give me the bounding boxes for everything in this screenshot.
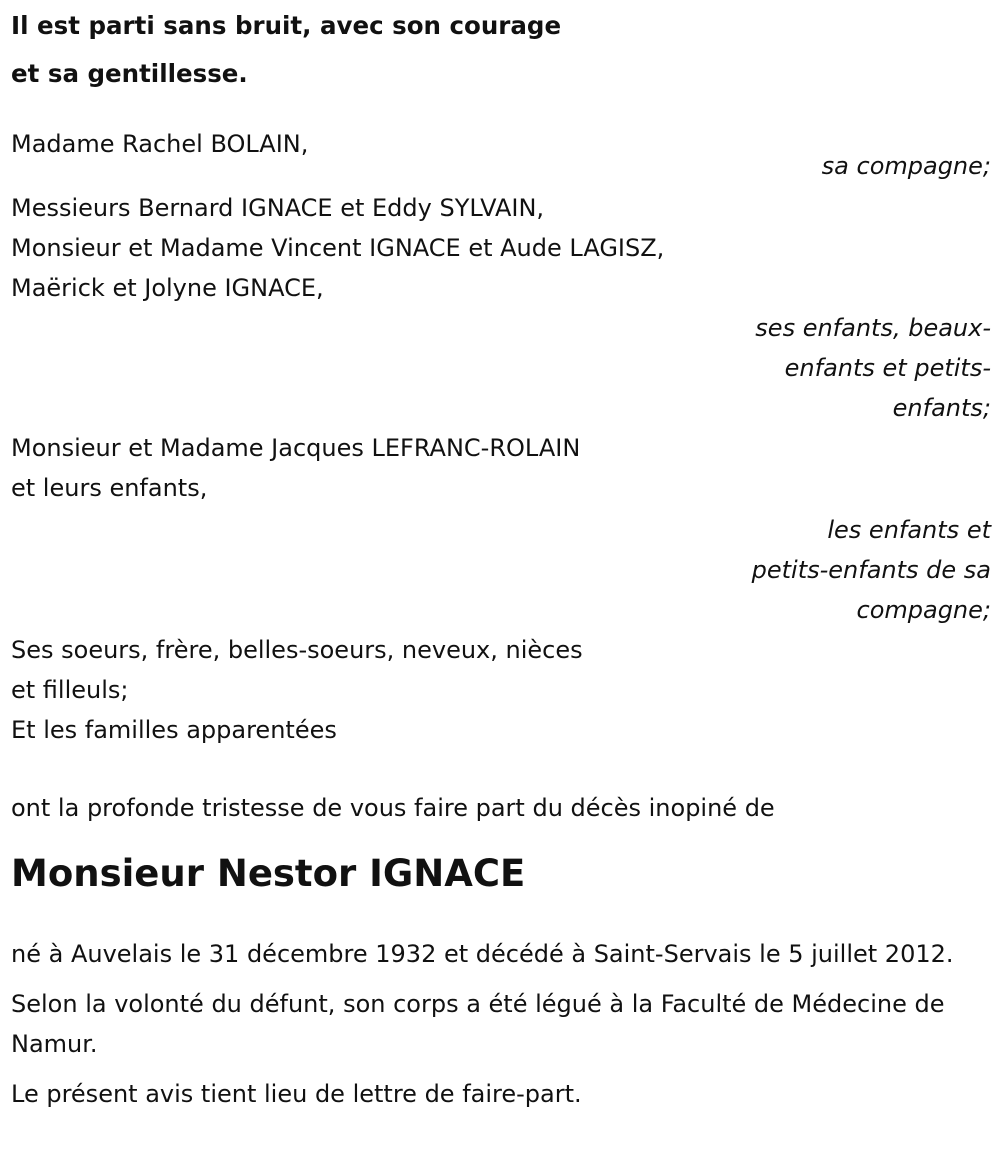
notice-text: Le présent avis tient lieu de lettre de faire-part. [11, 1080, 582, 1108]
relation-line: compagne; [856, 596, 991, 624]
children-line: Messieurs Bernard IGNACE et Eddy SYLVAIN, [11, 194, 545, 222]
relation-line: enfants et petits- [784, 354, 991, 382]
intro-quote [11, 0, 991, 98]
intro-line: Il est parti sans bruit, avec son courage [11, 11, 562, 40]
intro-line: et sa gentillesse. [11, 59, 248, 88]
companion-block [11, 124, 991, 186]
partner-family-line: Monsieur et Madame Jacques LEFRANC-ROLAIN [11, 434, 581, 462]
details-block [11, 934, 991, 1114]
announcement-text: ont la profonde tristesse de vous faire part du décès inopiné de [11, 794, 775, 822]
birth-death-text: né à Auvelais le 31 décembre 1932 et décédé à Saint-Servais le 5 juillet 2012. [11, 940, 954, 968]
relation-line: enfants; [892, 394, 991, 422]
partner-family-block [11, 428, 991, 630]
children-block [11, 188, 991, 428]
extended-family-line: Et les familles apparentées [11, 716, 337, 744]
extended-family-line: et filleuls; [11, 676, 129, 704]
companion-relation: sa compagne; [821, 152, 991, 180]
relation-line: les enfants et [827, 516, 991, 544]
partner-family-relation [721, 510, 991, 630]
companion-name: Madame Rachel BOLAIN, [11, 130, 309, 158]
children-relation [721, 308, 991, 428]
relation-line: ses enfants, beaux- [755, 314, 991, 342]
children-line: Monsieur et Madame Vincent IGNACE et Aude LAGISZ, [11, 234, 665, 262]
obituary-notice [11, 0, 991, 1114]
extended-family-line: Ses soeurs, frère, belles-soeurs, neveux, nièces [11, 636, 583, 664]
extended-family-block [11, 630, 991, 750]
body-donation-text: Selon la volonté du défunt, son corps a été légué à la Faculté de Médecine de Namur. [11, 990, 945, 1058]
children-line: Maërick et Jolyne IGNACE, [11, 274, 324, 302]
deceased-name: Monsieur Nestor IGNACE [11, 852, 526, 895]
relation-line: petits-enfants de sa [751, 556, 991, 584]
partner-family-line: et leurs enfants, [11, 474, 208, 502]
